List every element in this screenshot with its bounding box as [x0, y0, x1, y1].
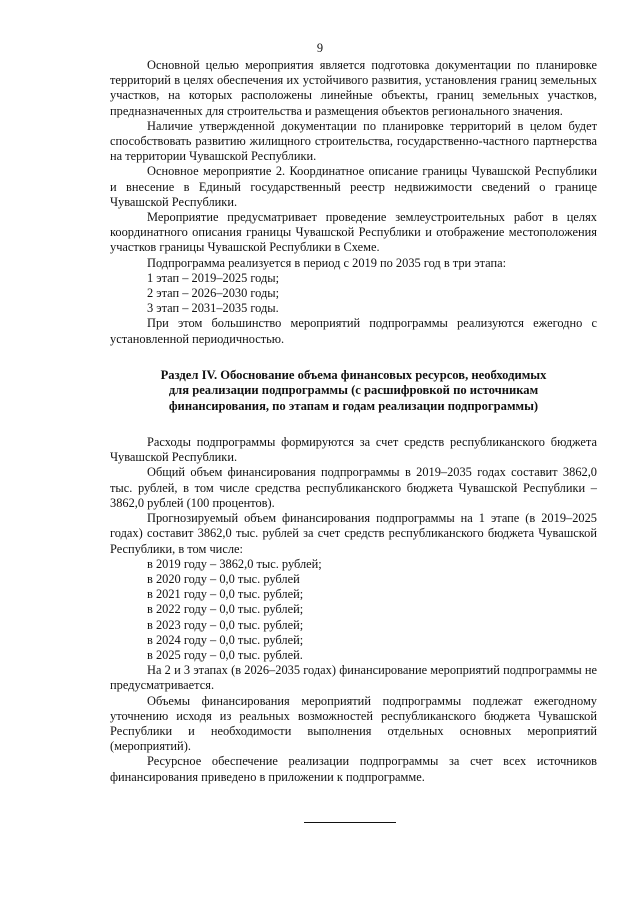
stage-item: 1 этап – 2019–2025 годы;	[147, 270, 280, 285]
paragraph: Основной целью мероприятия является подготовка документации по планировке территорий в целях обеспечения их устойчивого развития, установления границ земельных участков, на которых расположены линейные объекты, границ земельных участков, предназначенных для строительства и размещения объектов регионального значения.	[110, 58, 597, 118]
section-heading-line: Раздел IV. Обоснование объема финансовых ресурсов, необходимых	[160, 367, 547, 382]
page-content	[110, 58, 597, 785]
yearly-item: в 2024 году – 0,0 тыс. рублей;	[147, 632, 304, 647]
paragraph: Объемы финансирования мероприятий подпрограммы подлежат ежегодному уточнению исходя из реальных возможностей республиканского бюджета Чувашской Республики и необходимости выполнения отдельных основных мероприятий (мероприятий).	[110, 693, 597, 754]
stage-item: 2 этап – 2026–2030 годы;	[147, 286, 280, 301]
section-heading-line: финансирования, по этапам и годам реализации подпрограммы)	[168, 398, 539, 413]
section-heading	[110, 368, 597, 414]
yearly-item: в 2023 году – 0,0 тыс. рублей;	[147, 617, 304, 632]
page-number: 9	[316, 41, 324, 55]
yearly-item: в 2020 году – 0,0 тыс. рублей	[147, 571, 300, 586]
paragraph: Ресурсное обеспечение реализации подпрограммы за счет всех источников финансирования приведено в приложении к подпрограмме.	[110, 754, 597, 784]
paragraph: При этом большинство мероприятий подпрограммы реализуются ежегодно с установленной периодичностью.	[110, 316, 597, 346]
closing-rule	[304, 822, 396, 823]
stage-item: 3 этап – 2031–2035 годы.	[147, 301, 279, 316]
paragraph: Общий объем финансирования подпрограммы в 2019–2035 годах составит 3862,0 тыс. рублей, в том числе средства республиканского бюджета Чувашской Республики – 3862,0 рублей (100 процентов).	[110, 465, 597, 510]
paragraph: Расходы подпрограммы формируются за счет средств республиканского бюджета Чувашской Республики.	[110, 435, 597, 465]
yearly-item: в 2019 году – 3862,0 тыс. рублей;	[147, 556, 322, 571]
section-heading-line: для реализации подпрограммы (с расшифровкой по источникам	[168, 383, 539, 398]
paragraph: Прогнозируемый объем финансирования подпрограммы на 1 этапе (в 2019–2025 годах) составит 3862,0 тыс. рублей за счет средств республиканского бюджета Чувашской Республики, в том числе:	[110, 511, 597, 556]
paragraph: Наличие утвержденной документации по планировке территорий в целом будет способствовать развитию жилищного строительства, государственно-частного партнерства на территории Чувашской Республики.	[110, 118, 597, 164]
paragraph: На 2 и 3 этапах (в 2026–2035 годах) финансирование мероприятий подпрограммы не предусматривается.	[110, 663, 597, 693]
yearly-item: в 2022 году – 0,0 тыс. рублей;	[147, 602, 304, 617]
paragraph: Подпрограмма реализуется в период с 2019 по 2035 год в три этапа:	[147, 255, 507, 270]
paragraph: Мероприятие предусматривает проведение землеустроительных работ в целях координатного описания границы Чувашской Республики и отображение местоположения участков границы Чувашской Республики в Схеме.	[110, 210, 597, 255]
yearly-item: в 2021 году – 0,0 тыс. рублей;	[147, 587, 304, 602]
paragraph: Основное мероприятие 2. Координатное описание границы Чувашской Республики и внесение в Единый государственный реестр недвижимости сведений о границе Чувашской Республики.	[110, 164, 597, 209]
yearly-item: в 2025 году – 0,0 тыс. рублей.	[147, 647, 303, 662]
